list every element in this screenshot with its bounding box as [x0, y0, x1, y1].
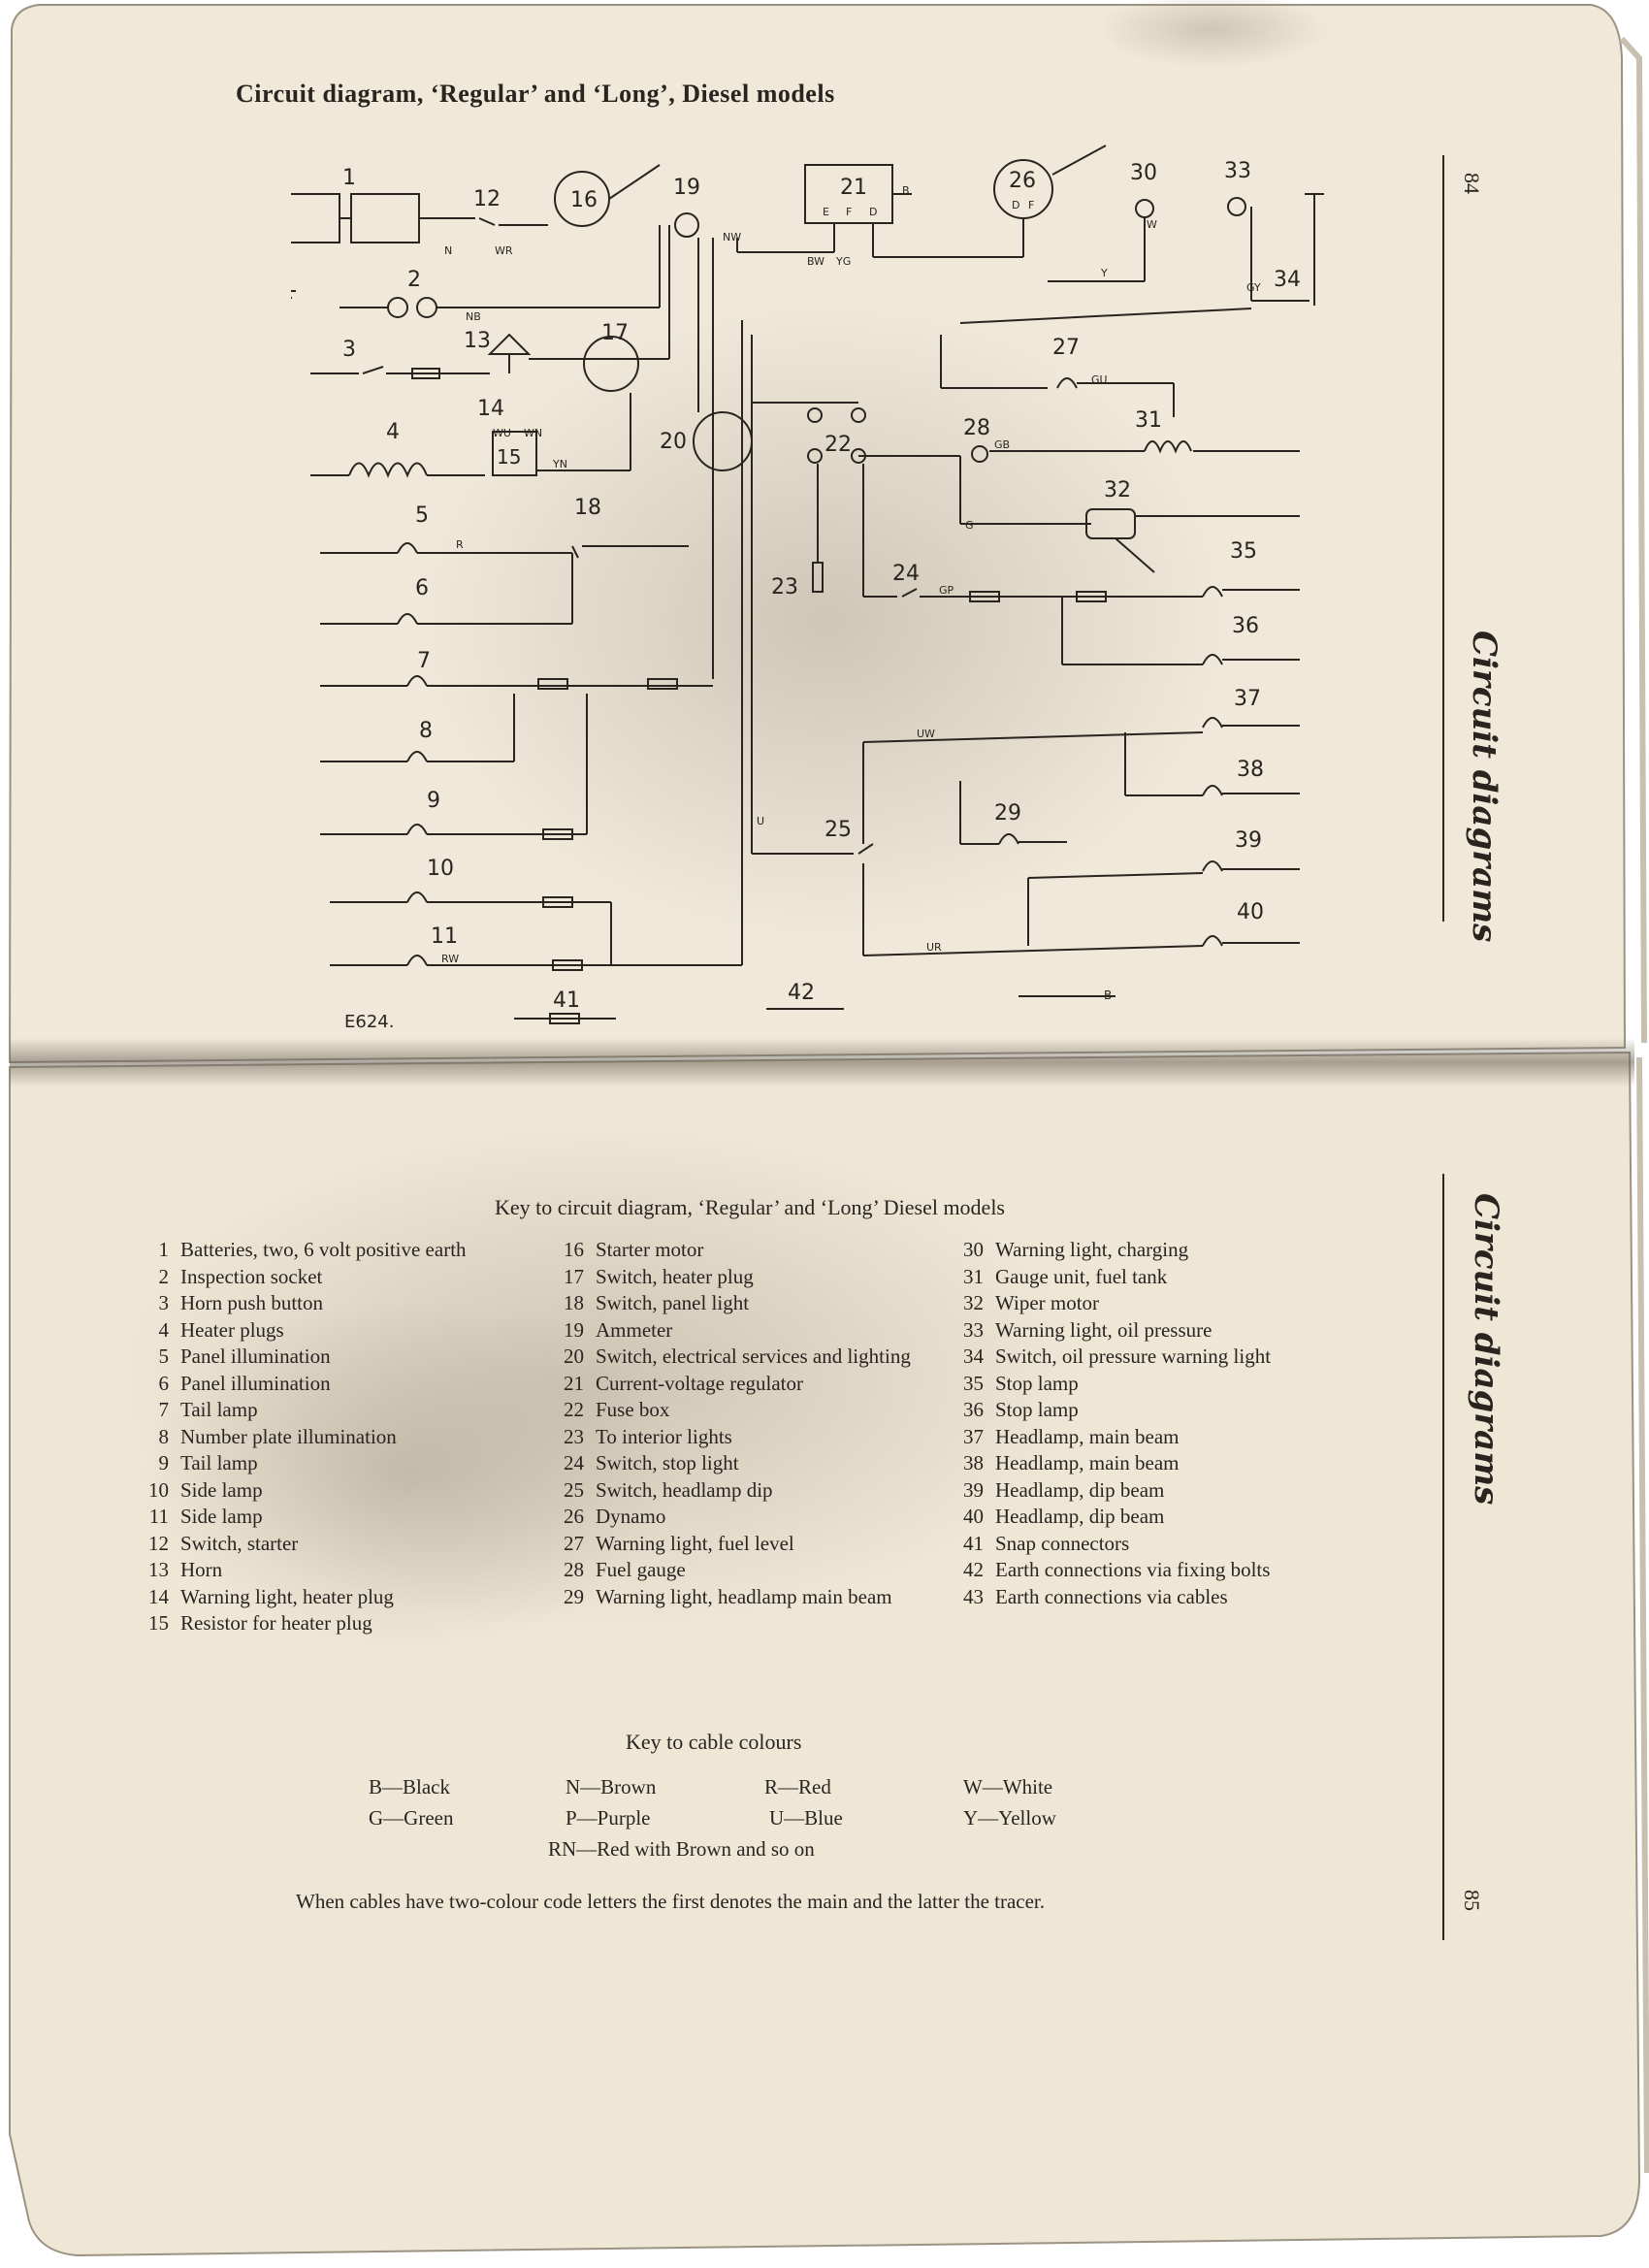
component-label-36: 36: [1232, 614, 1259, 638]
svg-text:RW: RW: [441, 953, 460, 965]
component-label-30: 30: [1130, 161, 1157, 185]
left-lamp-rows: [320, 320, 742, 970]
svg-text:R: R: [456, 538, 464, 551]
key-column-2: [551, 1237, 929, 1610]
key-item: 20 Switch, electrical services and lighting: [564, 1345, 911, 1368]
side-rule: [1442, 155, 1444, 922]
key-item: 30 Warning light, charging: [963, 1238, 1189, 1261]
component-label-40: 40: [1237, 900, 1264, 924]
cable-colour-w: W—White: [963, 1775, 1053, 1798]
key-item: 21 Current-voltage regulator: [564, 1371, 803, 1395]
key-item: 19 Ammeter: [564, 1317, 673, 1342]
component-label-20: 20: [660, 430, 687, 454]
key-item: 3 Horn push button: [158, 1291, 323, 1314]
component-label-32: 32: [1104, 478, 1131, 502]
component-label-10: 10: [427, 857, 454, 881]
component-label-39: 39: [1235, 828, 1262, 853]
component-label-37: 37: [1234, 687, 1261, 711]
side-rule-bottom: [1442, 1174, 1444, 1940]
svg-text:Y: Y: [1101, 267, 1108, 279]
component-label-1: 1: [342, 166, 356, 190]
svg-text:GB: GB: [994, 438, 1011, 451]
svg-text:WR: WR: [495, 244, 513, 257]
svg-text:GU: GU: [1091, 373, 1108, 386]
component-label-28: 28: [963, 416, 990, 440]
key-item: 13 Horn: [148, 1558, 223, 1581]
key-item: 15 Resistor for heater plug: [148, 1611, 372, 1635]
svg-text:WN: WN: [524, 427, 543, 439]
key-item: 17 Switch, heater plug: [564, 1264, 754, 1288]
svg-text:GP: GP: [939, 584, 954, 597]
component-label-31: 31: [1135, 408, 1162, 433]
key-item: 43 Earth connections via cables: [963, 1584, 1228, 1608]
cable-colour-y: Y—Yellow: [963, 1806, 1056, 1830]
cable-colour-n: N—Brown: [566, 1775, 657, 1798]
component-label-35: 35: [1230, 539, 1257, 564]
component-label-18: 18: [574, 496, 601, 520]
cable-colour-rn: RN—Red with Brown and so on: [548, 1837, 815, 1861]
key-item: 35 Stop lamp: [963, 1371, 1079, 1395]
component-label-23: 23: [771, 575, 798, 599]
key-item: 6 Panel illumination: [158, 1371, 331, 1395]
component-label-9: 9: [427, 789, 440, 813]
key-item: 36 Stop lamp: [963, 1398, 1079, 1421]
svg-text:YN: YN: [553, 458, 567, 470]
cable-colour-r: R—Red: [764, 1775, 831, 1798]
key-item: 38 Headlamp, main beam: [963, 1451, 1180, 1474]
component-label-15: 15: [497, 445, 522, 469]
svg-text:G: G: [965, 519, 974, 532]
cable-colour-p: P—Purple: [566, 1806, 651, 1830]
svg-text:B: B: [902, 184, 910, 197]
footnote: When cables have two-colour code letters the first denotes the main and the latter the tracer.: [296, 1890, 1046, 1913]
svg-text:W: W: [1147, 218, 1157, 231]
key-item: 1 Batteries, two, 6 volt positive earth: [158, 1238, 467, 1261]
svg-text:WU: WU: [493, 427, 511, 439]
svg-text:F: F: [1028, 199, 1035, 211]
svg-text:NB: NB: [466, 310, 481, 323]
key-item: 40 Headlamp, dip beam: [963, 1505, 1165, 1528]
key-title: Key to circuit diagram, ‘Regular’ and ‘Long’ Diesel models: [495, 1195, 1005, 1219]
key-column-1: [136, 1237, 543, 1637]
key-item: 23 To interior lights: [564, 1424, 732, 1448]
component-label-19: 19: [673, 176, 700, 200]
component-label-24: 24: [892, 562, 920, 586]
key-item: 16 Starter motor: [564, 1238, 704, 1261]
page-number: 84: [1460, 173, 1484, 194]
key-column-3: [951, 1237, 1358, 1610]
component-label-17: 17: [601, 321, 629, 345]
cable-colour-b: B—Black: [369, 1775, 450, 1798]
component-label-41: 41: [553, 988, 580, 1013]
component-label-29: 29: [994, 801, 1021, 826]
side-title-bottom: Circuit diagrams: [1467, 1193, 1505, 1506]
cable-colours-title: Key to cable colours: [626, 1730, 802, 1754]
key-item: 7 Tail lamp: [158, 1398, 258, 1421]
key-item: 2 Inspection socket: [158, 1264, 323, 1288]
page-title: Circuit diagram, ‘Regular’ and ‘Long’, Diesel models: [236, 80, 835, 108]
svg-text:NW: NW: [723, 231, 742, 243]
svg-text:D: D: [869, 206, 878, 218]
component-label-21: 21: [840, 176, 867, 200]
svg-text:N: N: [444, 244, 453, 257]
key-item: 32 Wiper motor: [963, 1291, 1100, 1314]
key-item: 8 Number plate illumination: [158, 1424, 397, 1448]
key-item: 18 Switch, panel light: [564, 1291, 750, 1314]
component-label-6: 6: [415, 576, 429, 600]
component-label-5: 5: [415, 503, 429, 528]
svg-text:B: B: [1104, 988, 1113, 1002]
component-label-33: 33: [1224, 159, 1251, 183]
key-item: 4 Heater plugs: [158, 1317, 284, 1342]
key-item: 22 Fuse box: [564, 1398, 670, 1421]
key-item: 14 Warning light, heater plug: [148, 1584, 394, 1608]
page-number-bottom: 85: [1460, 1890, 1484, 1911]
svg-text:YG: YG: [836, 255, 852, 268]
component-label-13: 13: [464, 329, 491, 353]
battery: [291, 194, 419, 305]
component-label-7: 7: [417, 649, 431, 673]
svg-text:U: U: [757, 815, 765, 827]
svg-text:F: F: [846, 206, 853, 218]
component-label-12: 12: [473, 187, 501, 211]
key-item: 10 Side lamp: [148, 1477, 263, 1502]
key-item: 41 Snap connectors: [963, 1531, 1130, 1555]
svg-text:D: D: [1012, 199, 1020, 211]
component-label-42: 42: [788, 981, 815, 1005]
key-item: 33 Warning light, oil pressure: [963, 1317, 1212, 1342]
component-label-16: 16: [570, 188, 598, 212]
key-item: 31 Gauge unit, fuel tank: [963, 1264, 1168, 1288]
key-item: 9 Tail lamp: [158, 1451, 258, 1474]
svg-text:BW: BW: [807, 255, 825, 268]
key-item: 11 Side lamp: [148, 1505, 263, 1528]
key-item: 29 Warning light, headlamp main beam: [564, 1584, 892, 1608]
svg-text:UW: UW: [917, 728, 935, 740]
key-item: 5 Panel illumination: [158, 1345, 331, 1368]
component-label-14: 14: [477, 397, 504, 421]
svg-text:GY: GY: [1246, 281, 1261, 294]
component-label-27: 27: [1052, 336, 1080, 360]
circuit-diagram: [291, 136, 1358, 1048]
side-title: Circuit diagrams: [1465, 631, 1504, 943]
key-item: 27 Warning light, fuel level: [564, 1531, 794, 1555]
key-item: 37 Headlamp, main beam: [963, 1424, 1180, 1448]
component-label-34: 34: [1274, 268, 1301, 292]
key-item: 25 Switch, headlamp dip: [564, 1477, 773, 1502]
component-label-11: 11: [431, 924, 458, 949]
component-label-4: 4: [386, 420, 400, 444]
component-label-26: 26: [1009, 169, 1036, 193]
key-item: 42 Earth connections via fixing bolts: [963, 1558, 1271, 1581]
component-label-22: 22: [824, 433, 852, 457]
figure-ref: E624.: [344, 1012, 395, 1032]
key-item: 12 Switch, starter: [148, 1531, 299, 1555]
component-label-38: 38: [1237, 758, 1264, 782]
component-label-8: 8: [419, 719, 433, 743]
cable-colour-u: U—Blue: [769, 1806, 843, 1830]
component-label-25: 25: [824, 818, 852, 842]
svg-text:E: E: [823, 206, 829, 218]
component-label-3: 3: [342, 338, 356, 362]
key-item: 34 Switch, oil pressure warning light: [963, 1345, 1272, 1368]
ammeter: [675, 213, 698, 237]
key-item: 26 Dynamo: [564, 1505, 666, 1528]
key-item: 28 Fuel gauge: [564, 1558, 686, 1581]
key-item: 39 Headlamp, dip beam: [963, 1477, 1165, 1502]
cable-colour-g: G—Green: [369, 1806, 454, 1830]
component-label-2: 2: [407, 268, 421, 292]
svg-text:UR: UR: [926, 941, 942, 954]
key-item: 24 Switch, stop light: [564, 1451, 739, 1474]
